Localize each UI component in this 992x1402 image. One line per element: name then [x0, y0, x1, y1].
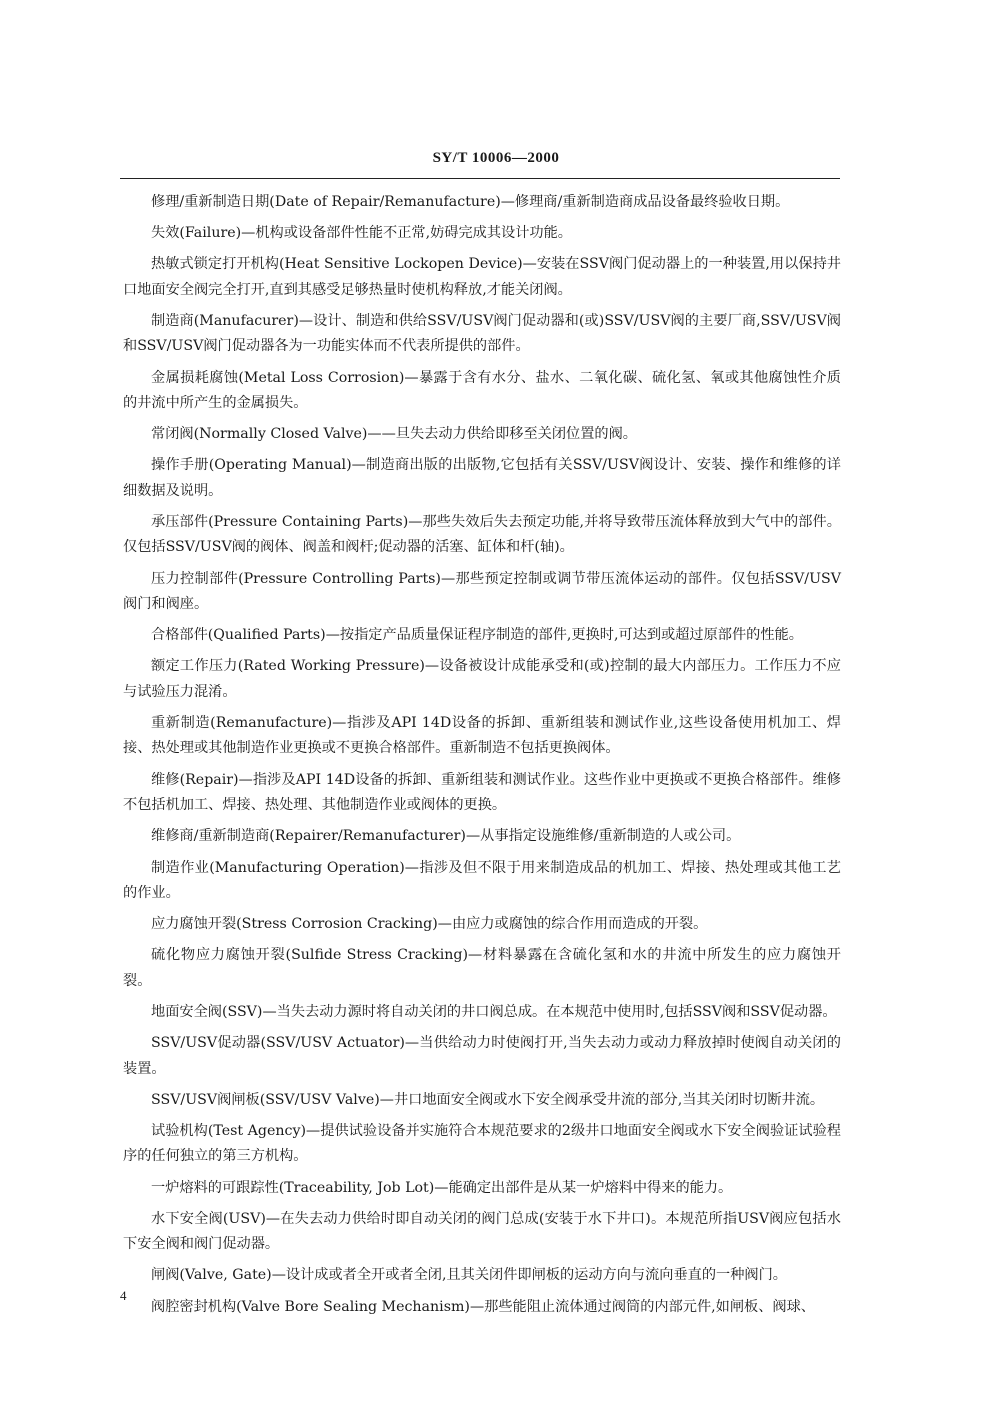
definition-paragraph: SSV/USV阀闸板(SSV/USV Valve)—井口地面安全阀或水下安全阀承受井流的部分,当其关闭时切断井流。 [151, 1091, 825, 1108]
definition-paragraph: 热敏式锁定打开机构(Heat Sensitive Lockopen Device)—安装在SSV阀门促动器上的一种装置,用以保持井口地面安全阀完全打开,直到其感受足够热量时使机构释放,才能关闭阀。 [123, 256, 841, 298]
definition-paragraph: 制造作业(Manufacturing Operation)—指涉及但不限于用来制造成品的机加工、焊接、热处理或其他工艺的作业。 [123, 859, 841, 901]
definition-paragraph: 水下安全阀(USV)—在失去动力供给时即自动关闭的阀门总成(安装于水下井口)。本规范所指USV阀应包括水下安全阀和阀门促动器。 [123, 1210, 841, 1253]
definition-paragraph: 失效(Failure)—机构或设备部件性能不正常,妨碍完成其设计功能。 [151, 225, 572, 242]
definition-paragraph: 维修(Repair)—指涉及API 14D设备的拆卸、重新组装和测试作业。这些作业中更换或不更换合格部件。维修不包括机加工、焊接、热处理、其他制造作业或阀体的更换。 [123, 771, 841, 814]
standard-code-header: SY/T 10006—2000 [432, 150, 560, 166]
definition-paragraph: 试验机构(Test Agency)—提供试验设备并实施符合本规范要求的2级井口地面安全阀或水下安全阀验证试验程序的任何独立的第三方机构。 [123, 1122, 841, 1165]
definition-paragraph: 维修商/重新制造商(Repairer/Remanufacturer)—从事指定设施维修/重新制造的人或公司。 [151, 828, 741, 845]
definitions-body [123, 190, 841, 1326]
definition-paragraph: 压力控制部件(Pressure Controlling Parts)—那些预定控制或调节带压流体运动的部件。仅包括SSV/USV阀门和阀座。 [123, 570, 841, 613]
definition-paragraph: 常闭阀(Normally Closed Valve)——旦失去动力供给即移至关闭位置的阀。 [151, 426, 637, 443]
definition-paragraph: 承压部件(Pressure Containing Parts)—那些失效后失去预定功能,并将导致带压流体释放到大气中的部件。仅包括SSV/USV阀的阀体、阀盖和阀杆;促动器的活塞、缸体和杆(轴)。 [123, 514, 841, 556]
definition-paragraph: 修理/重新制造日期(Date of Repair/Remanufacture)—修理商/重新制造商成品设备最终验收日期。 [151, 194, 790, 210]
definition-paragraph: 重新制造(Remanufacture)—指涉及API 14D设备的拆卸、重新组装和测试作业,这些设备使用机加工、焊接、热处理或其他制造作业更换或不更换合格部件。重新制造不包括更换阀体。 [123, 715, 841, 757]
definition-paragraph: 合格部件(Qualified Parts)—按指定产品质量保证程序制造的部件,更换时,可达到或超过原部件的性能。 [151, 627, 803, 644]
definition-paragraph: 应力腐蚀开裂(Stress Corrosion Cracking)—由应力或腐蚀的综合作用而造成的开裂。 [151, 916, 708, 933]
header-rule [120, 178, 840, 179]
definition-paragraph: 操作手册(Operating Manual)—制造商出版的出版物,它包括有关SSV/USV阀设计、安装、操作和维修的详细数据及说明。 [123, 457, 841, 499]
definition-paragraph: 地面安全阀(SSV)—当失去动力源时将自动关闭的井口阀总成。在本规范中使用时,包括SSV阀和SSV促动器。 [151, 1003, 837, 1020]
definition-paragraph: 硫化物应力腐蚀开裂(Sulfide Stress Cracking)—材料暴露在含硫化氢和水的井流中所发生的应力腐蚀开裂。 [123, 947, 841, 989]
definition-paragraph: 额定工作压力(Rated Working Pressure)—设备被设计成能承受和(或)控制的最大内部压力。工作压力不应与试验压力混淆。 [123, 658, 841, 700]
page-number: 4 [120, 1288, 127, 1303]
definition-paragraph: SSV/USV促动器(SSV/USV Actuator)—当供给动力时使阀打开,当失去动力或动力释放掉时使阀自动关闭的装置。 [123, 1035, 841, 1077]
definition-paragraph: 制造商(Manufacurer)—设计、制造和供给SSV/USV阀门促动器和(或)SSV/USV阀的主要厂商,SSV/USV阀和SSV/USV阀门促动器各为一功能实体而不代表所提供的部件。 [123, 313, 841, 355]
definition-paragraph: 闸阀(Valve, Gate)—设计成或者全开或者全闭,且其关闭件即闸板的运动方向与流向垂直的一种阀门。 [151, 1267, 787, 1284]
definition-paragraph: 一炉熔料的可跟踪性(Traceability, Job Lot)—能确定出部件是从某一炉熔料中得来的能力。 [151, 1179, 733, 1196]
definition-paragraph: 金属损耗腐蚀(Metal Loss Corrosion)—暴露于含有水分、盐水、二氧化碳、硫化氢、氧或其他腐蚀性介质的井流中所产生的金属损失。 [123, 369, 841, 412]
definition-paragraph: 阀腔密封机构(Valve Bore Sealing Mechanism)—那些能阻止流体通过阀筒的内部元件,如闸板、阀球、 [151, 1298, 815, 1315]
